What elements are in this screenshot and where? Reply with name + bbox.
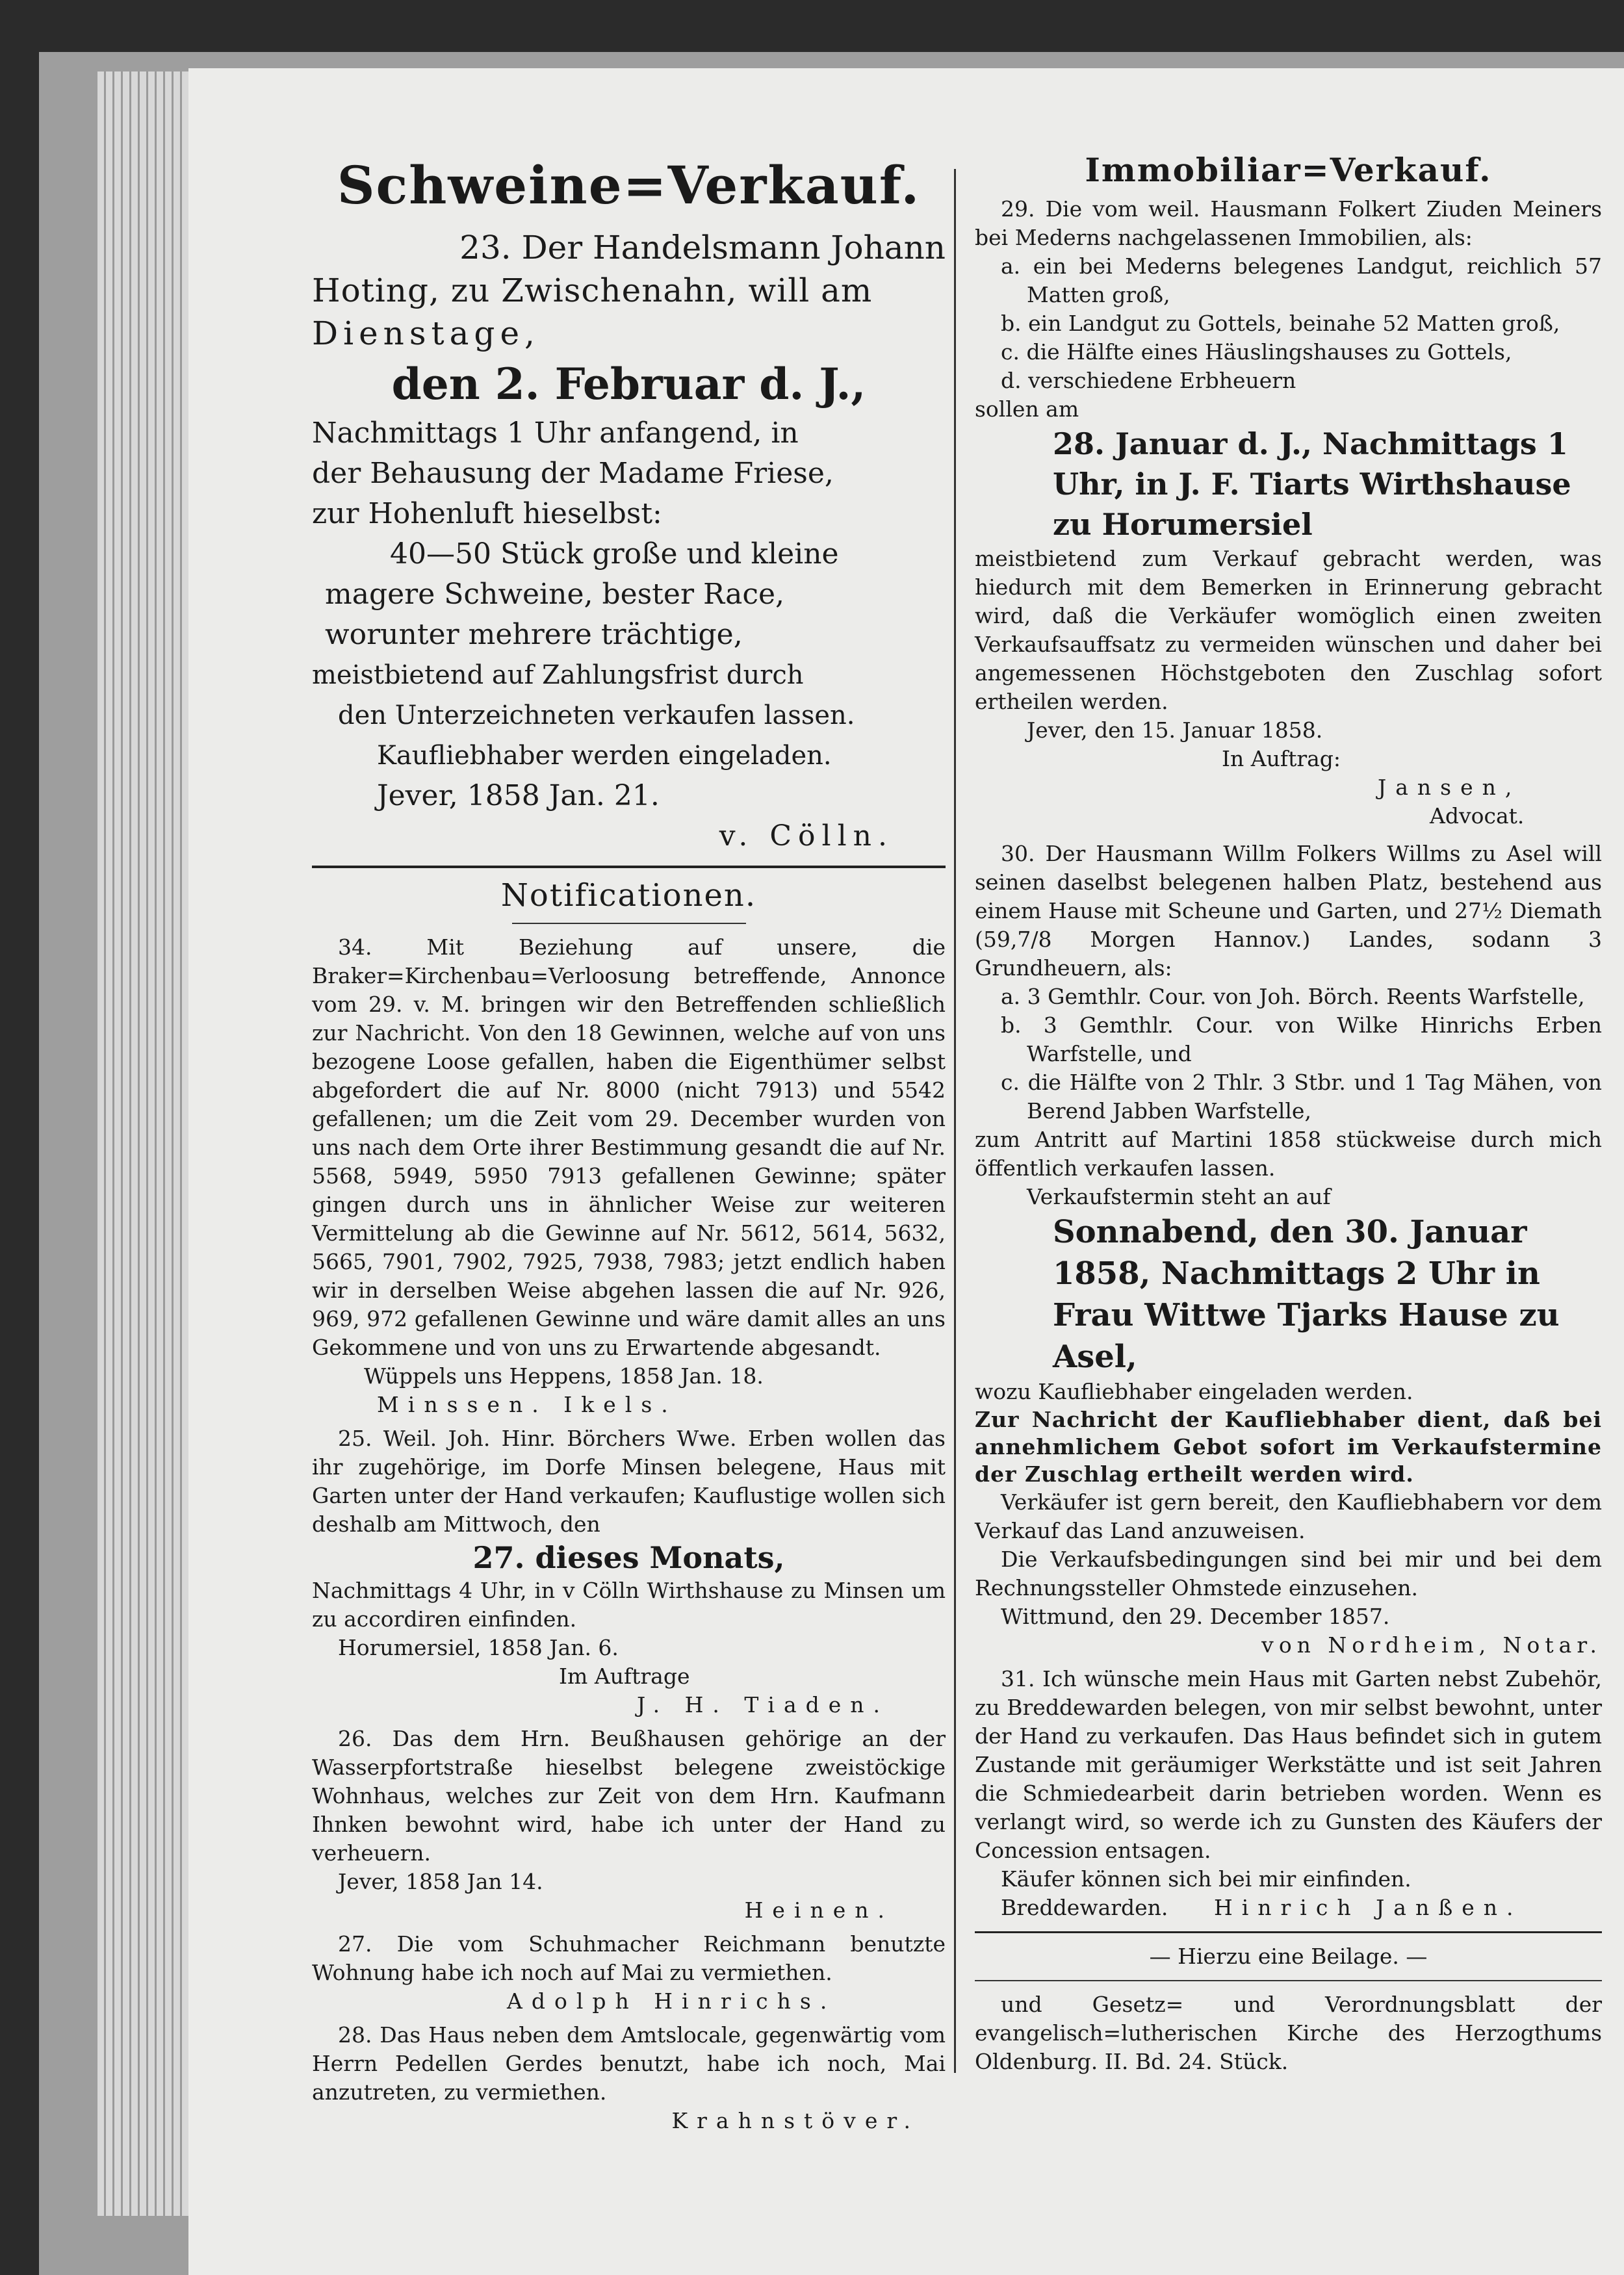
notice29-item-a: a. ein bei Mederns belegenes Landgut, reichlich 57 Matten groß, [1001, 253, 1602, 307]
ad23-date: den 2. Februar d. J., [391, 359, 866, 409]
book-page-edges [97, 71, 201, 2216]
ad23-line8: magere Schweine, bester Race, [325, 578, 785, 611]
notice27-text: 27. Die vom Schuhmacher Reichmann benutzte Wohnung habe ich noch auf Mai zu vermiethen. [312, 1931, 946, 1985]
real-estate-sale-title: Immobiliar=Verkauf. [1085, 151, 1492, 189]
title-underline [512, 923, 746, 924]
notice30-termin: Verkaufstermin steht an auf [1027, 1184, 1331, 1209]
notice30-intro: 30. Der Hausmann Willm Folkers Willms zu Asel will seinen daselbst belegenen halben Platz, bestehend aus einem Hause mit Scheune und Garten, und 27½ Diemath (59,7/8 Morgen Hannov.) Landes, sodann 3 Grundheuern, als: [975, 841, 1602, 981]
supplement-note: — Hierzu eine Beilage. — [1149, 1944, 1428, 1969]
ad23-line6: zur Hohenluft hieselbst: [312, 497, 662, 530]
notice34-text: 34. Mit Beziehung auf unsere, die Braker=Kirchenbau=Verloosung betreffende, Annonce vom 29. v. M. bringen wir den Betreffenden schließlich zur Nachricht. Von den 18 Gewinnen, welche auf von uns bezogene Loose gefallen, haben die Eigenthümer selbst abgefordert die auf Nr. 8000 (nicht 7913) und 5542 gefallenen; um die Zeit vom 29. December wurden von uns nach dem Orte ihrer Bestimmung gesandt die auf Nr. 5568, 5949, 5950 7913 gefallenen Gewinne; später gingen durch uns in ähnlicher Weise zur weiteren Vermittelung ab die Gewinne auf Nr. 5612, 5614, 5632, 5665, 7901, 7902, 7925, 7938, 7983; jetzt endlich haben wir in derselben Weise abgehen lassen die auf Nr. 926, 969, 972 gefallenen Gewinne und wäre damit alles an uns Gekommene und von uns zu Erwartende abgesandt. [312, 934, 946, 1360]
notice28-signature: Krahnstöver. [671, 2108, 920, 2133]
notice31-text: 31. Ich wünsche mein Haus mit Garten nebst Zubehör, zu Breddewarden belegen, von mir selbst bewohnt, unter der Hand zu verkaufen. Das Haus befindet sich in gutem Zustande mit geräumiger Werkstätte und ist seit Jahren die Schmiedearbeit darin betrieben worden. Wenn es verlangt wird, so werde ich zu Gunsten des Käufers der Concession entsagen. [975, 1666, 1602, 1863]
notice30-text2: Verkäufer ist gern bereit, den Kaufliebhabern vor dem Verkauf das Land anzuweisen. [975, 1489, 1602, 1543]
notice30-wozu: wozu Kaufliebhaber eingeladen werden. [975, 1379, 1413, 1404]
ad23-line1: 23. Der Handelsmann Johann [459, 229, 946, 266]
ad23-line4: Nachmittags 1 Uhr anfangend, in [312, 417, 799, 450]
ad23-line13: Jever, 1858 Jan. 21. [377, 779, 660, 812]
notice-29 [975, 195, 1602, 830]
notice29-auftrag: In Auftrag: [1222, 746, 1341, 771]
ad23-line9: worunter mehrere trächtige, [325, 618, 743, 651]
notice30-text: zum Antritt auf Martini 1858 stückweise durch mich öffentlich verkaufen lassen. [975, 1127, 1602, 1181]
footer-rule [975, 1931, 1602, 1933]
notice34-signature: Minssen. Ikels. [377, 1392, 677, 1417]
ad23-line5: der Behausung der Madame Friese, [312, 457, 834, 490]
notice25-date: 27. dieses Monats, [472, 1540, 785, 1575]
notice30-date: Sonnabend, den 30. Januar 1858, Nachmittags 2 Uhr in Frau Wittwe Tjarks Hause zu Asel, [1053, 1214, 1560, 1375]
gazette-footer: und Gesetz= und Verordnungsblatt der evangelisch=lutherischen Kirche des Herzogthums Oldenburg. II. Bd. 24. Stück. [975, 1992, 1602, 2074]
notice30-item-c: c. die Hälfte von 2 Thlr. 3 Stbr. und 1 Tag Mähen, von Berend Jabben Warfstelle, [1001, 1070, 1602, 1124]
notice25-text2: Nachmittags 4 Uhr, in v Cölln Wirthshause zu Minsen um zu accordiren einfinden. [312, 1578, 946, 1632]
ad23-signature: v. Cölln. [719, 819, 894, 853]
notice30-signature: von Nordheim, Notar. [1261, 1632, 1602, 1658]
notice27-signature: Adolph Hinrichs. [507, 1988, 836, 2014]
ad23-line2: Hoting, zu Zwischenahn, will am [312, 272, 873, 309]
notice-30 [975, 840, 1602, 1660]
ad23-line11: den Unterzeichneten verkaufen lassen. [338, 700, 855, 730]
notice29-intro: 29. Die vom weil. Hausmann Folkert Ziuden Meiners bei Mederns nachgelassenen Immobilien, als: [975, 196, 1602, 250]
notice-28 [312, 2021, 946, 2135]
notice29-item-b: b. ein Landgut zu Gottels, beinahe 52 Matten groß, [1001, 311, 1560, 336]
notice31-text2: Käufer können sich bei mir einfinden. [1001, 1866, 1411, 1892]
swine-sale-title: Schweine=Verkauf. [337, 155, 921, 216]
notice29-text: meistbietend zum Verkauf gebracht werden, was hiedurch mit dem Bemerken in Erinnerung gebracht wird, daß die Verkäufer womöglich einen zweiten Verkaufsauffsatz zu vermeiden wünschen und daher bei angemessenen Höchstgeboten den Zuschlag sofort ertheilen werden. [975, 546, 1602, 714]
section-rule [312, 866, 946, 868]
notice-25 [312, 1424, 946, 1719]
column-divider [954, 169, 956, 2073]
notice-27 [312, 1930, 946, 2016]
notice25-auftrag: Im Auftrage [559, 1664, 690, 1689]
supplement-rule [975, 1980, 1602, 1981]
notice30-place: Wittmund, den 29. December 1857. [1001, 1604, 1390, 1629]
notice28-text: 28. Das Haus neben dem Amtslocale, gegenwärtig vom Herrn Pedellen Gerdes benutzt, habe ich noch, Mai anzutreten, zu vermiethen. [312, 2022, 946, 2105]
notice29-place: Jever, den 15. Januar 1858. [1027, 717, 1323, 743]
ad23-line12: Kaufliebhaber werden eingeladen. [377, 741, 832, 771]
ad-23 [312, 226, 946, 856]
notice26-text: 26. Das dem Hrn. Beußhausen gehörige an der Wasserpfortstraße hieselbst belegene zweistöckige Wohnhaus, welches zur Zeit von dem Hrn. Kaufmann Ihnken bewohnt wird, habe ich unter der Hand zu verheuern. [312, 1726, 946, 1866]
notice29-sollen: sollen am [975, 396, 1079, 422]
notice30-text3: Die Verkaufsbedingungen sind bei mir und bei dem Rechnungssteller Ohmstede einzusehen. [975, 1547, 1602, 1600]
notice29-item-d: d. verschiedene Erbheuern [1001, 368, 1296, 393]
notice34-place: Wüppels uns Heppens, 1858 Jan. 18. [364, 1363, 764, 1389]
right-column [975, 149, 1602, 2076]
ad23-line10: meistbietend auf Zahlungsfrist durch [312, 660, 804, 690]
notice25-place: Horumersiel, 1858 Jan. 6. [338, 1635, 619, 1660]
notice29-signature-title: Advocat. [1430, 803, 1525, 829]
notifications-title: Notificationen. [500, 877, 757, 914]
notice30-item-b: b. 3 Gemthlr. Cour. von Wilke Hinrichs Erben Warfstelle, und [1001, 1012, 1602, 1066]
ad23-line7: 40—50 Stück große und kleine [390, 537, 839, 571]
notice31-signature: Hinrich Janßen. [1213, 1895, 1523, 1920]
left-column [312, 149, 946, 2135]
notice-31 [975, 1665, 1602, 1922]
notice-26 [312, 1725, 946, 1925]
notice31-place-signature [975, 1894, 1602, 1922]
notice29-signature: Jansen, [1378, 775, 1521, 800]
ad23-line3: Dienstage, [312, 315, 540, 352]
notice26-signature: Heinen. [744, 1897, 894, 1923]
notice30-item-a: a. 3 Gemthlr. Cour. von Joh. Börch. Reents Warfstelle, [1001, 984, 1585, 1009]
notice30-buyer-notice: Zur Nachricht der Kaufliebhaber dient, daß bei annehmlichem Gebot sofort im Verkaufstermine der Zuschlag ertheilt werden wird. [975, 1407, 1602, 1487]
notice29-date: 28. Januar d. J., Nachmittags 1 Uhr, in J. F. Tiarts Wirthshause zu Horumersiel [1053, 426, 1571, 542]
notice25-text: 25. Weil. Joh. Hinr. Börchers Wwe. Erben wollen das ihr zugehörige, im Dorfe Minsen belegene, Haus mit Garten unter der Hand verkaufen; Kauflustige wollen sich deshalb am Mittwoch, den [312, 1426, 946, 1537]
notice26-place: Jever, 1858 Jan 14. [338, 1869, 543, 1894]
notice31-place: Breddewarden. [1001, 1895, 1168, 1920]
notice25-signature: J. H. Tiaden. [637, 1692, 890, 1717]
notice29-item-c: c. die Hälfte eines Häuslingshauses zu Gottels, [1001, 339, 1512, 365]
notice-34 [312, 933, 946, 1419]
